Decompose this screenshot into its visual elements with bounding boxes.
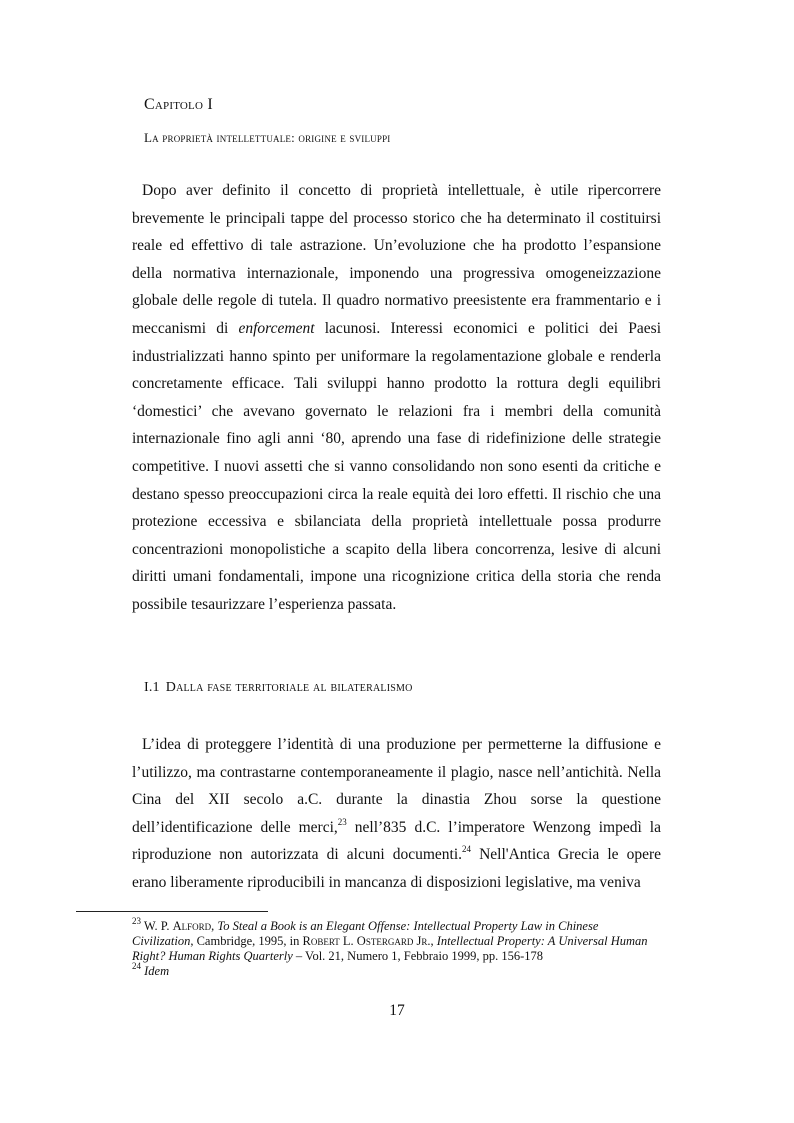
section-heading (144, 680, 413, 696)
footnote-publisher: , Cambridge, 1995, in (190, 934, 303, 948)
footnote-details: – Vol. 21, Numero 1, Febbraio 1999, pp. 156-178 (292, 949, 543, 963)
footnote-ref-24[interactable]: 24 (462, 844, 472, 855)
footnote-number: 24 (132, 960, 141, 971)
chapter-title: Capitolo I (144, 96, 213, 113)
footnote-separator (76, 911, 268, 912)
footnote-number: 23 (132, 915, 141, 926)
chapter-subtitle: La proprietà intellettuale: origine e sviluppi (144, 130, 391, 145)
footnote-text: Idem (144, 964, 170, 978)
intro-text-part1: Dopo aver definito il concetto di proprietà intellettuale, è utile ripercorrere brevemente le principali tappe del processo storico che ha determinato il costituirsi reale ed effettivo di tale astrazione. Un’evoluzione che ha prodotto l’espansione della normativa internazionale, imponendo una progressiva omogeneizzazione globale delle regole di tutela. Il quadro normativo preesistente era frammentario e i meccanismi di (132, 182, 661, 337)
footnote-24 (132, 960, 662, 979)
section-text-part2: nell’835 d.C. l’imperatore Wenzong impedì la riproduzione non autorizzata di alcuni documenti. (132, 818, 661, 864)
footnote-ref-23[interactable]: 23 (337, 816, 347, 827)
section-number: I.1 (144, 680, 160, 695)
footnote-author-initials: W. P. (143, 919, 173, 933)
footnote-article-title: Intellectual Property: A Universal Human Right? Human Rights Quarterly (132, 934, 648, 963)
section-text-part1: L’idea di proteggere l’identità di una produzione per permetterne la diffusione e l’utilizzo, ma contrastarne contemporaneamente il plagio, nasce nell’antichità. Nella Cina del XII secolo a.C. durante la dinastia Zhou sorse la questione dell’identificazione delle merci, (132, 736, 661, 836)
footnote-book-title: To Steal a Book is an Elegant Offense: Intellectual Property Law in Chinese Civilization (132, 919, 599, 948)
intro-emphasis: enforcement (238, 319, 315, 337)
footnote-author-surname: Alford (172, 919, 212, 933)
section-paragraph (132, 731, 661, 897)
footnote-author2: Robert L. Ostergard Jr. (302, 934, 431, 948)
footnote-23: $^{23}$ W. P. Alford, To Steal a Book is an Elegant Offense: Intellectual Property Law in Chinese Civilization, Cambridge, 1995, in Robert L. Ostergard Jr., Intellectual Property: A Universal Human Right? Human Rights Quarterly – Vol. 21, Numero 1, Febbraio 1999, pp. 156-178 (132, 915, 648, 963)
page-number: 17 (389, 1002, 405, 1019)
footnote-comma: , (430, 934, 437, 948)
section-title: Dalla fase territoriale al bilateralismo (165, 680, 413, 695)
footnotes (132, 915, 662, 979)
intro-paragraph (132, 177, 661, 619)
section-text-part3: Nell'Antica Grecia le opere erano liberamente riproducibili in mancanza di disposizioni legislative, ma veniva (132, 846, 662, 891)
intro-text-part2: lacunosi. Interessi economici e politici dei Paesi industrializzati hanno spinto per uniformare la regolamentazione globale e renderla concretamente efficace. Tali sviluppi hanno prodotto la rottura degli equilibri ‘domestici’ che avevano governato le relazioni fra i membri della comunità internazionale fino agli anni ‘80, aprendo una fase di ridefinizione delle strategie competitive. I nuovi assetti che si vanno consolidando non sono esenti da critiche e destano spesso preoccupazioni circa la reale equità dei loro effetti. Il rischio che una protezione eccessiva e sbilanciata della proprietà intellettuale possa produrre concentrazioni monopolistiche a scapito della libera concorrenza, lesive di alcuni diritti umani fondamentali, impone una ricognizione critica della storia che renda possibile tesaurizzare l’esperienza passata. (132, 319, 661, 613)
